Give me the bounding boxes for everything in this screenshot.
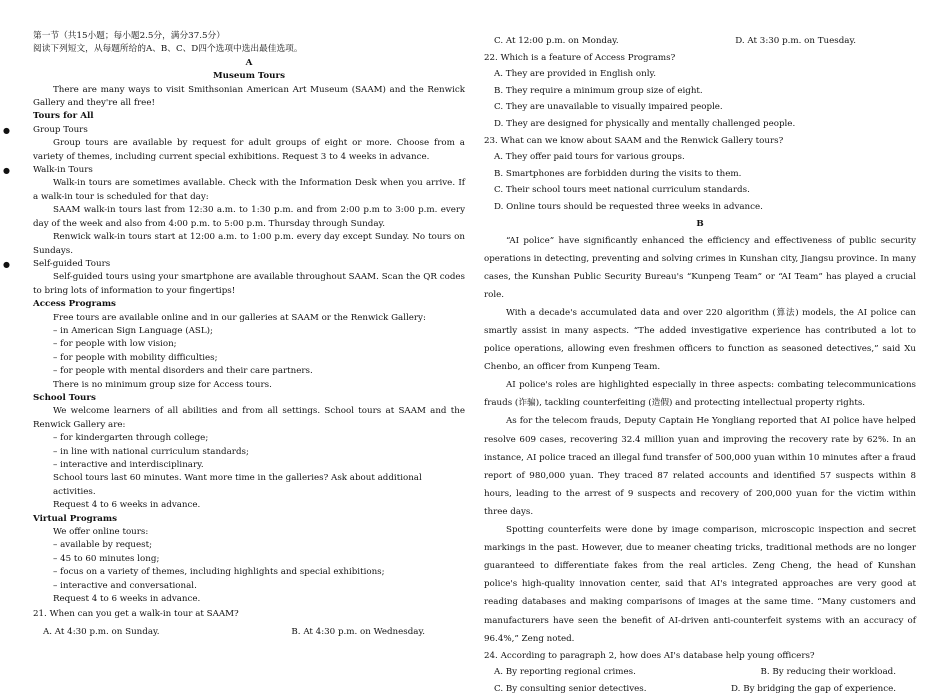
option-23-a: A. They offer paid tours for various groups. — [494, 152, 685, 163]
left-column — [33, 30, 465, 641]
option-23-d: D. Online tours should be requested three weeks in advance. — [494, 201, 763, 212]
right-column — [484, 33, 916, 698]
group-tours-text: Group tours are available by request for adult groups of eight or more. Choose from a variety of themes, including current special exhibitions. Request 3 to 4 weeks in advance. — [33, 138, 465, 162]
question-24-options-cd — [484, 681, 916, 698]
option-21-b: B. At 4:30 p.m. on Wednesday. — [291, 627, 425, 638]
instruction: 阅读下列短文，从每题所给的A、B、C、D四个选项中选出最佳选项。 — [33, 44, 303, 55]
list-item: – for kindergarten through college; — [53, 433, 209, 444]
list-item: – in American Sign Language (ASL); — [53, 325, 213, 336]
passage-b-paragraph-2: With a decade's accumulated data and over 220 algorithm (算法) models, the AI police can smartly assist in many aspects. “The added investigative experience has contributed a lot to police operations, allowing even freshmen officers to function as seasoned detectives,” said Xu Chenbo, an officer from Kunpeng Team. — [484, 307, 916, 373]
access-intro: Free tours are available online and in our galleries at SAAM or the Renwick Gallery: — [53, 312, 426, 323]
passage-letter-b: B — [696, 218, 704, 229]
list-item: – interactive and conversational. — [53, 580, 197, 591]
passage-b-paragraph-4: As for the telecom frauds, Deputy Captain He Yongliang reported that AI police have helped resolve 609 cases, recovering 32.4 million yuan and improving the recovery rate by 62%. In an instance, AI police traced an illegal fund transfer of 500,000 yuan within 10 minutes after a fraud report of 980,000 yuan. They traced 87 related accounts and identified 57 suspects within 8 hours, leading to the arrest of 9 suspects and recovery of 200,000 yuan for the victim within three days. — [484, 416, 916, 517]
list-item: – for people with low vision; — [53, 339, 177, 350]
question-23: 23. What can we know about SAAM and the Renwick Gallery tours? — [484, 135, 784, 146]
virtual-programs-heading: Virtual Programs — [33, 513, 118, 524]
passage-b-paragraph-1: “AI police” have significantly enhanced the efficiency and effectiveness of public security operations in detecting, preventing and solving crimes in Kunshan city, Jiangsu province. In many cases, the Kunshan Public Security Bureau's “Kunpeng Team” or “AI Team” has played a crucial role. — [484, 235, 916, 300]
passage-title: Museum Tours — [213, 71, 285, 82]
option-22-a: A. They are provided in English only. — [494, 69, 657, 80]
access-programs-heading: Access Programs — [33, 299, 116, 310]
walkin-tours-text: Walk-in tours are sometimes available. Check with the Information Desk when you arrive. If a walk-in tour is scheduled for that day: — [33, 178, 465, 202]
virtual-note: Request 4 to 6 weeks in advance. — [53, 594, 201, 605]
list-item: – interactive and interdisciplinary. — [53, 460, 204, 470]
question-21-options-cd — [484, 33, 916, 50]
option-24-a: A. By reporting regional crimes. — [494, 667, 636, 678]
passage-letter-a: A — [245, 57, 253, 68]
access-note: There is no minimum group size for Access tours. — [53, 379, 272, 390]
virtual-intro: We offer online tours: — [53, 527, 149, 538]
question-21: 21. When can you get a walk-in tour at SAAM? — [33, 609, 239, 620]
option-22-c: C. They are unavailable to visually impaired people. — [494, 102, 723, 113]
intro-paragraph: There are many ways to visit Smithsonian American Art Museum (SAAM) and the Renwick Gallery and they're all free! — [33, 84, 465, 109]
section-header: 第一节（共15小题；每小题2.5分，满分37.5分） — [33, 31, 225, 41]
list-item: – focus on a variety of themes, including highlights and special exhibitions; — [53, 567, 385, 578]
renwick-walkin-text: Renwick walk-in tours start at 12:00 a.m. to 1:00 p.m. every day except Sunday. No tours on Sundays. — [33, 232, 465, 256]
question-21-options-ab — [33, 623, 465, 641]
option-24-d: D. By bridging the gap of experience. — [731, 684, 896, 695]
option-21-d: D. At 3:30 p.m. on Tuesday. — [735, 36, 856, 46]
option-24-b: B. By reducing their workload. — [760, 667, 896, 678]
question-22: 22. Which is a feature of Access Programs? — [484, 52, 676, 63]
option-21-c: C. At 12:00 p.m. on Monday. — [494, 36, 619, 46]
option-21-a: A. At 4:30 p.m. on Sunday. — [43, 627, 160, 638]
passage-b-paragraph-3: AI police's roles are highlighted especially in three aspects: combating telecommunications frauds (诈骗), tackling counterfeiting (造假) and protecting intellectual property rights. — [484, 380, 916, 409]
passage-b-paragraph-5: Spotting counterfeits were done by image comparison, microscopic inspection and secret markings in the past. However, due to meaner cheating tricks, traditional methods are no longer guaranteed to differentiate fakes from the real articles. Zeng Cheng, the head of Kunshan police's high-quality innovation center, said that AI's integrated approaches are very good at reading databases and making comparisons of images at the same time. “Many customers and manufacturers have seen the benefit of AI-driven anti-counterfeit systems with an accuracy of 96.4%,” Zeng noted. — [484, 525, 916, 644]
tours-for-all-heading: Tours for All — [33, 111, 94, 122]
list-item: – 45 to 60 minutes long; — [53, 553, 160, 564]
list-item: – in line with national curriculum standards; — [53, 446, 249, 457]
list-item: – available by request; — [53, 540, 153, 551]
option-23-c: C. Their school tours meet national curriculum standards. — [494, 185, 750, 196]
school-note: Request 4 to 6 weeks in advance. — [53, 500, 201, 511]
school-tours-heading: School Tours — [33, 392, 96, 403]
school-intro: We welcome learners of all abilities and from all settings. School tours at SAAM and the Renwick Gallery are: — [33, 406, 465, 430]
option-22-b: B. They require a minimum group size of eight. — [494, 85, 703, 96]
list-item: – for people with mobility difficulties; — [53, 352, 218, 363]
group-tours-heading: ● Group Tours — [33, 124, 465, 137]
option-24-c: C. By consulting senior detectives. — [494, 684, 647, 695]
option-23-b: B. Smartphones are forbidden during the visits to them. — [494, 168, 742, 179]
self-guided-heading: ● Self-guided Tours — [33, 258, 465, 271]
saam-walkin-text: SAAM walk-in tours last from 12:30 a.m. to 1:30 p.m. and from 2:00 p.m to 3:00 p.m. every day of the week and also from 4:00 p.m. to 5:00 p.m. Thursday through Sunday. — [33, 205, 465, 229]
question-24-options-ab — [484, 664, 916, 681]
walkin-tours-heading: ● Walk-in Tours — [33, 164, 465, 177]
question-24: 24. According to paragraph 2, how does AI's database help young officers? — [484, 650, 815, 661]
school-note: School tours last 60 minutes. Want more time in the galleries? Ask about additional activities. — [53, 473, 422, 497]
list-item: – for people with mental disorders and their care partners. — [53, 366, 313, 377]
option-22-d: D. They are designed for physically and mentally challenged people. — [494, 118, 796, 129]
self-guided-text: Self-guided tours using your smartphone are available throughout SAAM. Scan the QR codes to bring lots of information to your fingertips! — [33, 272, 465, 296]
